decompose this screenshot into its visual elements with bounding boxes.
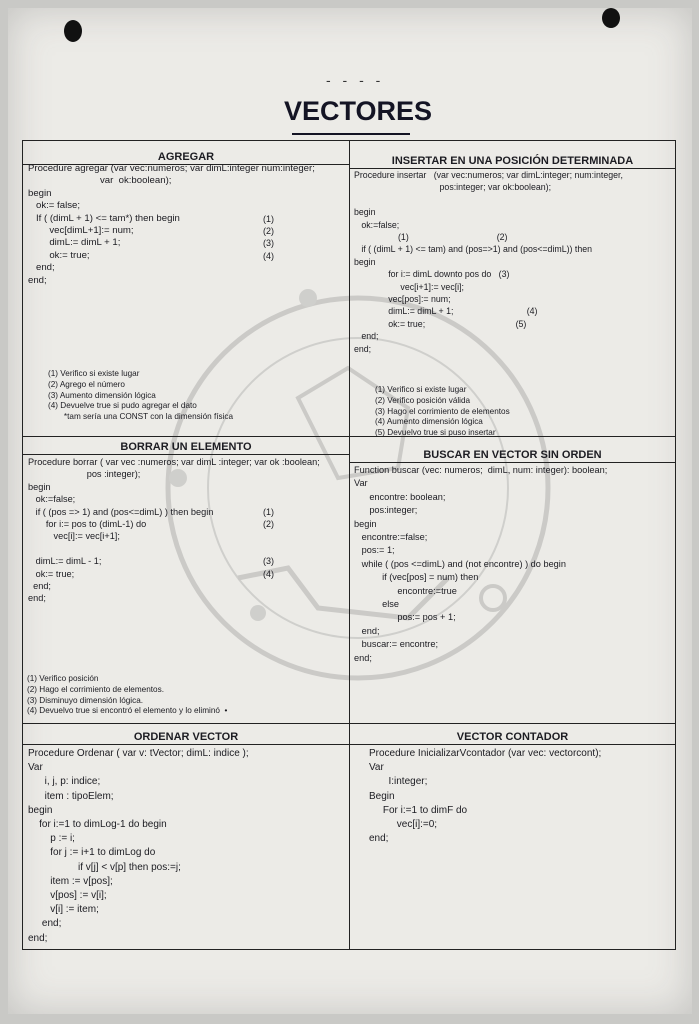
insertar-notes: (1) Verifico si existe lugar (2) Verifico posición válida (3) Hago el corrimiento de elementos (4) Aumento dimensión lógica (5) Devuelvo true si puso insertar — [375, 385, 510, 438]
agregar-step-markers: (1) (2) (3) (4) — [263, 213, 274, 261]
row-divider-1 — [23, 436, 675, 437]
punch-hole-left — [64, 20, 82, 42]
agregar-notes: (1) Verifico si existe lugar (2) Agrego el número (3) Aumento dimensión lógica (4) Devuelve true si pudo agregar el dato *tam sería una CONST con la dimensión física — [48, 369, 234, 422]
column-divider — [349, 141, 350, 949]
ordenar-code: Procedure Ordenar ( var v: tVector; dimL: indice ); Var i, j, p: indice; item : tipoElem; begin for i:=1 to dimLog-1 do begin p := i; for j := i+1 to dimLog do if v[j] < v[p] then pos:=j; item := v[pos]; v[pos] := v[i]; v[i] := item; end; end; — [28, 748, 249, 944]
buscar-code: Function buscar (vec: numeros; dimL, num: integer): boolean; Var encontre: boolean; pos:integer; begin encontre:=false; pos:= 1; while ( (pos <=dimL) and (not encontre) ) do begin if (vec[pos] = num) then encontre:=true else pos:= pos + 1; end; buscar:= encontre; end; — [354, 465, 608, 663]
contador-code: Procedure InicializarVcontador (var vec: vectorcont); Var I:integer; Begin For i:=1 to dimF do vec[i]:=0; end; — [369, 748, 602, 845]
borrar-step-markers: (1) (2) (3) (4) — [263, 506, 274, 579]
contador-header: VECTOR CONTADOR — [350, 731, 675, 745]
insertar-code: Procedure insertar (var vec:numeros; var dimL:integer; num:integer, pos:integer; var ok:boolean); begin ok:=false; (1) (2) if ( (dimL + 1) <= tam) and (pos=>1) and (pos<=dimL)) then begin for i:= dimL downto pos do (3) vec[i+1]:= vec[i]; vec[pos]:= num; dimL:= dimL + 1; (4) ok:= true; (5) end; end; — [354, 170, 623, 354]
agregar-header: AGREGAR — [23, 151, 349, 165]
buscar-header: BUSCAR EN VECTOR SIN ORDEN — [350, 449, 675, 463]
top-dashes: - - - - — [326, 72, 385, 88]
content-grid — [22, 140, 676, 950]
page-title: VECTORES — [284, 96, 433, 126]
agregar-code: Procedure agregar (var vec:numeros; var dimL:integer num:integer; var ok:boolean); begin ok:= false; If ( (dimL + 1) <= tam*) then begin vec[dimL+1]:= num; dimL:= dimL + 1; ok:= true; end; end; — [28, 163, 315, 286]
borrar-code: Procedure borrar ( var vec :numeros; var dimL :integer; var ok :boolean; pos :integer); begin ok:=false; if ( (pos => 1) and (pos<=dimL) ) then begin for i:= pos to (dimL-1) do vec[i]:= vec[i+1]; dimL:= dimL - 1; ok:= true; end; end; — [28, 457, 320, 604]
borrar-notes: (1) Verifico posición (2) Hago el corrimiento de elementos. (3) Disminuyo dimensión lógica. (4) Devuelvo true si encontró el elemento y lo eliminó • — [27, 674, 228, 716]
punch-hole-right — [602, 8, 620, 28]
borrar-header: BORRAR UN ELEMENTO — [23, 441, 349, 455]
row-divider-2 — [23, 723, 675, 724]
insertar-header: INSERTAR EN UNA POSICIÓN DETERMINADA — [350, 155, 675, 169]
title-underline — [292, 133, 410, 135]
document-sheet — [8, 8, 692, 1014]
ordenar-header: ORDENAR VECTOR — [23, 731, 349, 745]
